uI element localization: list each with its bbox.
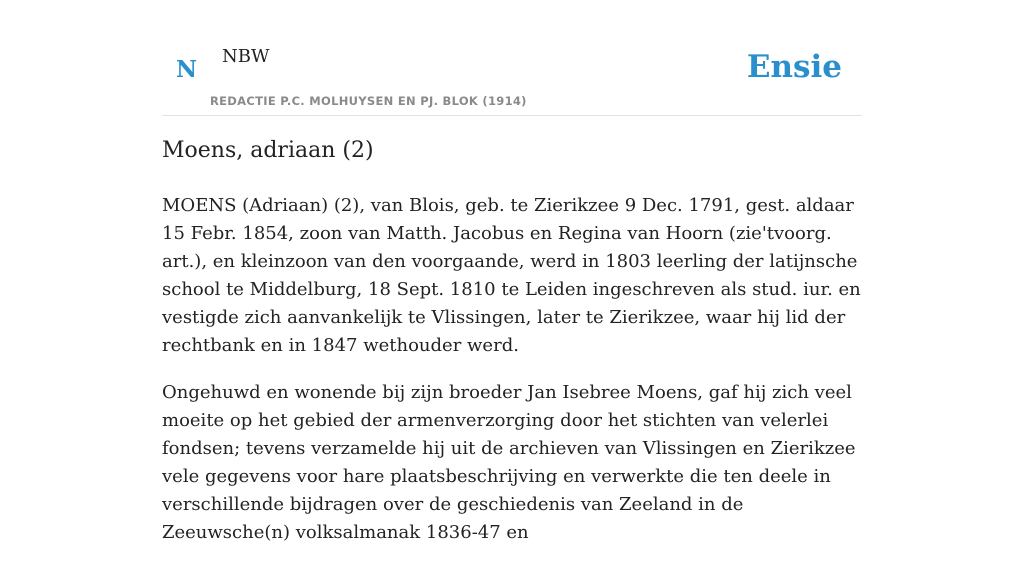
article-title: Moens, adriaan (2) bbox=[162, 138, 374, 163]
article-paragraph: Ongehuwd en wonende bij zijn broeder Jan Isebree Moens, gaf hij zich veel moeite op het gebied der armenverzorging door het stichten van velerlei fondsen; tevens verzamelde hij uit de archieven van Vlissingen en Zierikzee vele gegevens voor hare plaatsbeschrijving en verwerkte die ten deele in verschillende bijdragen over de geschiedenis van Zeeland in de Zeeuwsche(n) volksalmanak 1836-47 en bbox=[162, 382, 856, 543]
source-redaction: REDACTIE P.C. MOLHUYSEN EN PJ. BLOK (1914) bbox=[210, 94, 527, 108]
source-header bbox=[162, 40, 862, 116]
article-paragraph: MOENS (Adriaan) (2), van Blois, geb. te Zierikzee 9 Dec. 1791, gest. aldaar 15 Febr. 1854, zoon van Matth. Jacobus en Regina van Hoorn (zie'tvoorg. art.), en kleinzoon van den voorgaande, werd in 1803 leerling der latijnsche school te Middelburg, 18 Sept. 1810 te Leiden ingeschreven als stud. iur. en vestigde zich aanvankelijk te Vlissingen, later te Zierikzee, waar hij lid der rechtbank en in 1847 wethouder werd. bbox=[162, 195, 861, 356]
article-body bbox=[162, 192, 862, 566]
source-name[interactable]: NBW bbox=[222, 46, 270, 67]
source-logo[interactable]: N bbox=[176, 56, 198, 83]
brand-logo-link[interactable]: Ensie bbox=[746, 49, 842, 85]
